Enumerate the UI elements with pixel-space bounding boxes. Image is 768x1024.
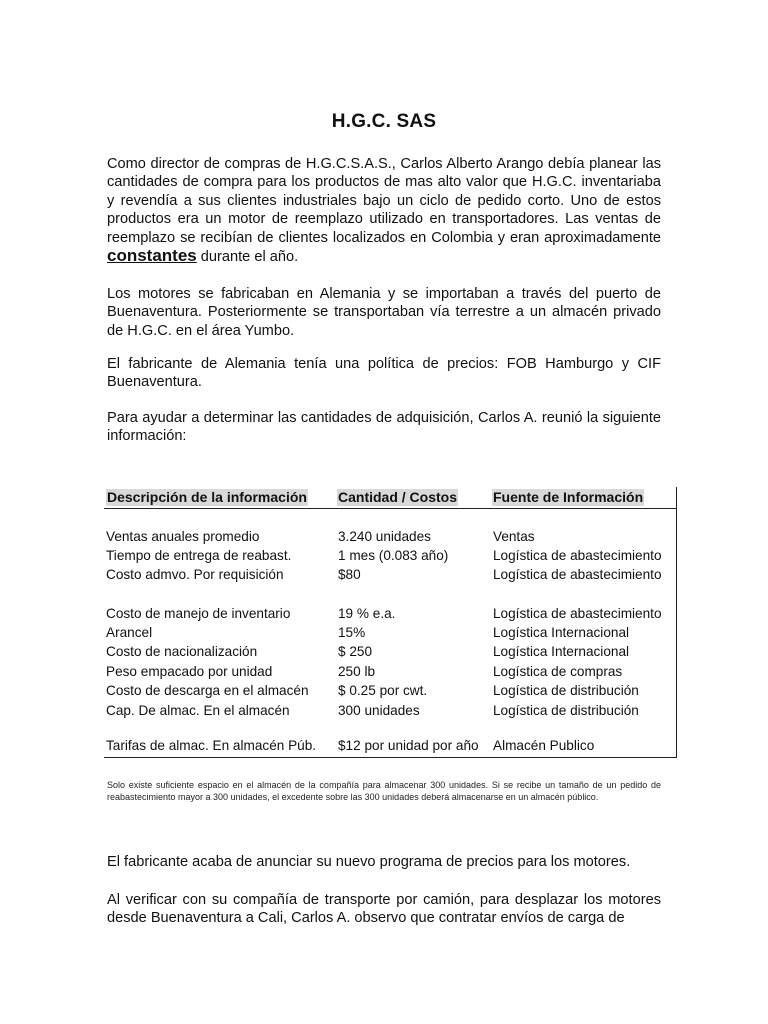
table-row <box>104 623 676 642</box>
cell-fuente: Logística de abastecimiento <box>493 548 662 563</box>
table-row <box>104 546 676 565</box>
cell-cantidad: 3.240 unidades <box>338 529 431 544</box>
cell-descripcion: Cap. De almac. En el almacén <box>106 703 290 718</box>
table-row <box>104 662 676 681</box>
cell-cantidad: 250 lb <box>338 664 376 679</box>
cell-descripcion: Costo de descarga en el almacén <box>106 683 309 698</box>
cell-descripcion: Costo admvo. Por requisición <box>106 567 284 582</box>
cell-descripcion: Costo de manejo de inventario <box>106 606 291 621</box>
paragraph-intro <box>107 155 661 266</box>
cell-fuente: Almacén Publico <box>493 738 595 753</box>
header-descripcion: Descripción de la información <box>107 489 307 505</box>
cell-fuente: Logística de abastecimiento <box>493 606 662 621</box>
paragraph-intro-end: durante el año. <box>196 249 299 266</box>
cell-fuente: Logística de compras <box>493 664 623 679</box>
emphasis-constantes: constantes <box>107 246 197 266</box>
paragraph-motores: Los motores se fabricaban en Alemania y se importaban a través del puerto de Buenaventura. Posteriormente se transportaban vía terrestre a un almacén privado de H.G.C. en el área Yumbo. <box>107 286 661 339</box>
cell-descripcion: Peso empacado por unidad <box>106 664 273 679</box>
paragraph-nuevo-programa: El fabricante acaba de anunciar su nuevo programa de precios para los motores. <box>107 854 631 870</box>
cell-descripcion: Tarifas de almac. En almacén Púb. <box>106 738 317 753</box>
cell-fuente: Logística Internacional <box>493 644 630 659</box>
cell-descripcion: Costo de nacionalización <box>106 644 258 659</box>
table-row <box>104 527 676 546</box>
table-row <box>104 736 676 755</box>
document-title: H.G.C. SAS <box>331 111 437 132</box>
cell-fuente: Logística Internacional <box>493 625 630 640</box>
header-fuente: Fuente de Información <box>493 489 644 505</box>
cell-cantidad: $ 0.25 por cwt. <box>338 683 428 698</box>
table-row <box>104 565 676 584</box>
cell-fuente: Logística de distribución <box>493 683 639 698</box>
table-header <box>104 487 676 509</box>
cell-cantidad: $80 <box>338 567 361 582</box>
paragraph-intro-text: Como director de compras de H.G.C.S.A.S., Carlos Alberto Arango debía planear las cantidades de compra para los productos de mas alto valor que H.G.C. inventariaba y revendía a sus clientes industriales bajo un ciclo de pedido corto. Uno de estos productos era un motor de reemplazo utilizado en transportadores. Las ventas de reemplazo se recibían de clientes localizados en Colombia y eran aproximadamente <box>107 156 661 246</box>
cell-cantidad: 19 % e.a. <box>338 606 396 621</box>
cell-cantidad: 15% <box>338 625 366 640</box>
cell-fuente: Logística de distribución <box>493 703 639 718</box>
cell-descripcion: Arancel <box>106 625 153 640</box>
cell-fuente: Logística de abastecimiento <box>493 567 662 582</box>
cell-descripcion: Tiempo de entrega de reabast. <box>106 548 292 563</box>
cell-cantidad: 300 unidades <box>338 703 420 718</box>
table-row <box>104 681 676 700</box>
table-row <box>104 642 676 661</box>
header-cantidad: Cantidad / Costos <box>338 489 458 505</box>
cell-cantidad: $12 por unidad por año <box>338 738 479 753</box>
table-row <box>104 701 676 720</box>
cell-descripcion: Ventas anuales promedio <box>106 529 260 544</box>
table-row <box>104 604 676 623</box>
cell-cantidad: 1 mes (0.083 año) <box>338 548 449 563</box>
paragraph-politica-precios: El fabricante de Alemania tenía una política de precios: FOB Hamburgo y CIF Buenaventura. <box>107 356 661 391</box>
paragraph-informacion: Para ayudar a determinar las cantidades de adquisición, Carlos A. reunió la siguiente información: <box>107 410 661 445</box>
paragraph-transporte: Al verificar con su compañía de transporte por camión, para desplazar los motores desde Buenaventura a Cali, Carlos A. observo que contratar envíos de carga de <box>107 892 661 927</box>
footnote: Solo existe suficiente espacio en el almacén de la compañía para almacenar 300 unidades. Si se recibe un tamaño de un pedido de reabastecimiento mayor a 300 unidades, el excedente sobre las 300 unidades deberá almacenarse en un almacén público. <box>107 780 661 802</box>
cell-fuente: Ventas <box>493 529 535 544</box>
information-table <box>104 487 677 758</box>
cell-cantidad: $ 250 <box>338 644 373 659</box>
